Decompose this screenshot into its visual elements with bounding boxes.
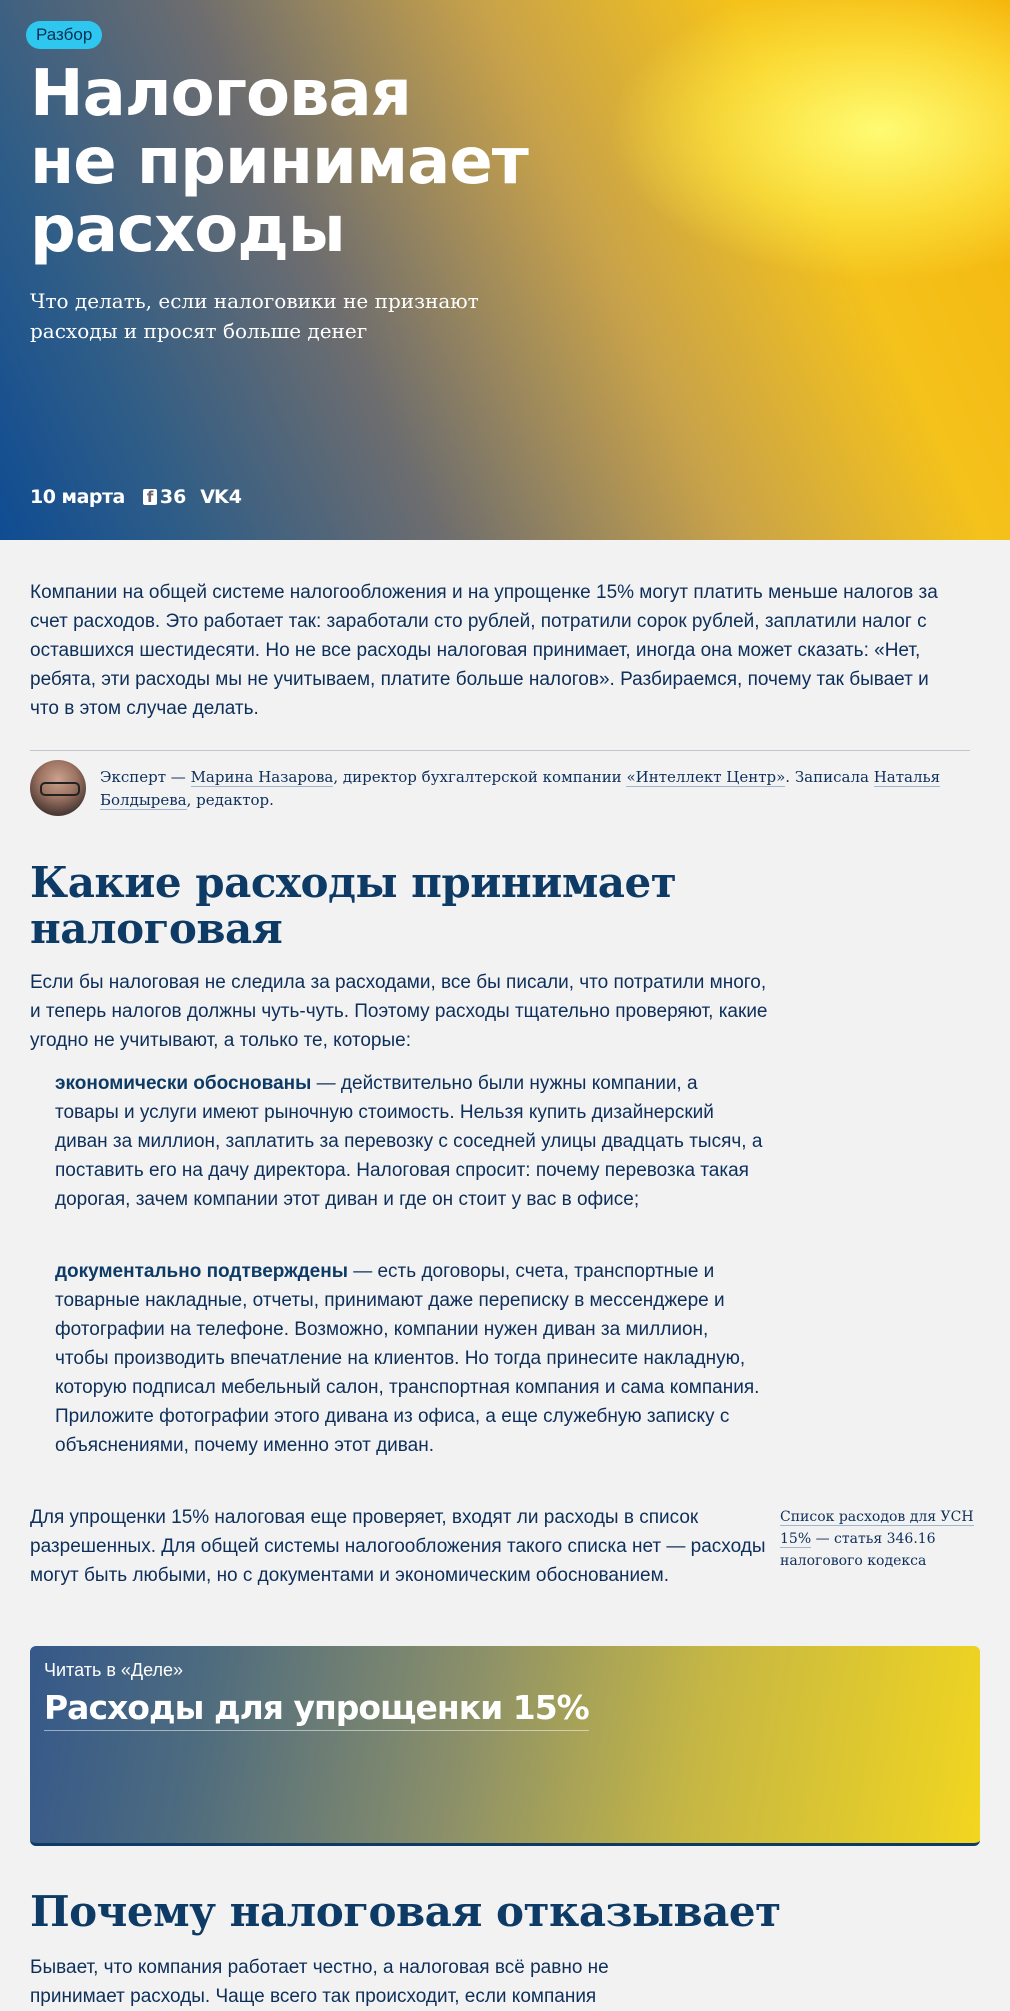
usn-expenses-link[interactable]: Список расходов для УСН 15% [780,1509,974,1547]
related-article-card[interactable] [30,1646,980,1846]
hero-banner [0,0,1010,540]
card-kicker: Читать в «Деле» [44,1660,184,1680]
share-facebook-button[interactable] [143,486,186,508]
section-heading-accepted-expenses: Какие расходы принимает налоговая [30,858,677,953]
article-meta [30,486,256,508]
article-lead: Компании на общей системе налогообложения и на упрощенке 15% могут платить меньше налогов за счет расходов. Это работает так: заработали сто рублей, потратили сорок рублей, заплатили налог с оставшихся шестидесяти. Но не все расходы налоговая принимает, иногда она может сказать: «Нет, ребята, эти расходы мы не учитываем, платите больше налогов». Разбираемся, почему так бывает и что в этом случае делать. [30,582,938,719]
side-note-text: — статья 346.16 налогового кодекса [780,1531,936,1569]
vk-icon: VK [200,486,228,508]
expert-mid: . Записала [785,768,874,786]
company-link[interactable]: «Интеллект Центр» [626,768,786,786]
category-badge[interactable]: Разбор [26,21,102,49]
expert-suffix: , редактор. [186,791,274,809]
section2-intro: Бывает, что компания работает честно, а налоговая всё равно не принимает расходы. Чаще всего так происходит, если компания [30,1957,609,2007]
expert-role: , директор бухгалтерской компании [333,768,627,786]
list-item-term: документально подтверждены [55,1261,348,1282]
title-line-3: расходы [30,193,345,267]
list-item [55,1257,765,1460]
section-heading-why-refuses: Почему налоговая отказывает [30,1887,781,1936]
section1-outro: Для упрощенки 15% налоговая еще проверяет, входят ли расходы в список разрешенных. Для общей системы налогообложения такого списка нет — расходы могут быть любыми, но с документами и экономическим обоснованием. [30,1507,766,1586]
list-item [55,1069,765,1214]
share-vk-button[interactable] [200,486,242,508]
title-line-1: Налоговая [30,57,411,131]
divider [30,750,970,751]
article-title [30,57,528,267]
title-line-2: не принимает [30,125,528,199]
list-item-text: — действительно были нужны компании, а товары и услуги имеют рыночную стоимость. Нельзя купить дизайнерский диван за миллион, заплатить за перевозку с соседней улицы двадцать тысяч, а поставить его на дачу директора. Налоговая спросит: почему перевозка такая дорогая, зачем компании этот диван и где он стоит у вас в офисе; [55,1073,763,1210]
article-subtitle: Что делать, если налоговики не признают расходы и просят больше денег [30,289,479,343]
expert-avatar [30,760,86,816]
expert-block [30,760,975,816]
expert-credits [100,760,975,816]
expert-prefix: Эксперт — [100,768,191,786]
vk-share-count: 4 [228,486,242,508]
expert-name-link[interactable]: Марина Назарова [190,768,334,786]
facebook-icon [143,489,157,505]
side-note [780,1506,1005,1572]
editor-link[interactable]: Наталья Болдырева [100,768,941,809]
publish-date: 10 марта [30,486,125,508]
list-item-term: экономически обоснованы [55,1073,312,1094]
facebook-share-count: 36 [159,486,187,508]
list-item-text: — есть договоры, счета, транспортные и товарные накладные, отчеты, принимают даже переписку в мессенджере и фотографии на телефоне. Возможно, компании нужен диван за миллион, чтобы производить впечатление на клиентов. Но тогда принесите накладную, которую подписал мебельный салон, транспортная компания и сама компания. Приложите фотографии этого дивана из офиса, а еще служебную записку с объяснениями, почему именно этот диван. [55,1261,760,1456]
section1-intro: Если бы налоговая не следила за расходами, все бы писали, что потратили много, и теперь налогов должны чуть-чуть. Поэтому расходы тщательно проверяют, какие угодно не учитывают, а только те, которые: [30,972,768,1051]
card-title-link[interactable]: Расходы для упрощенки 15% [44,1686,589,1731]
